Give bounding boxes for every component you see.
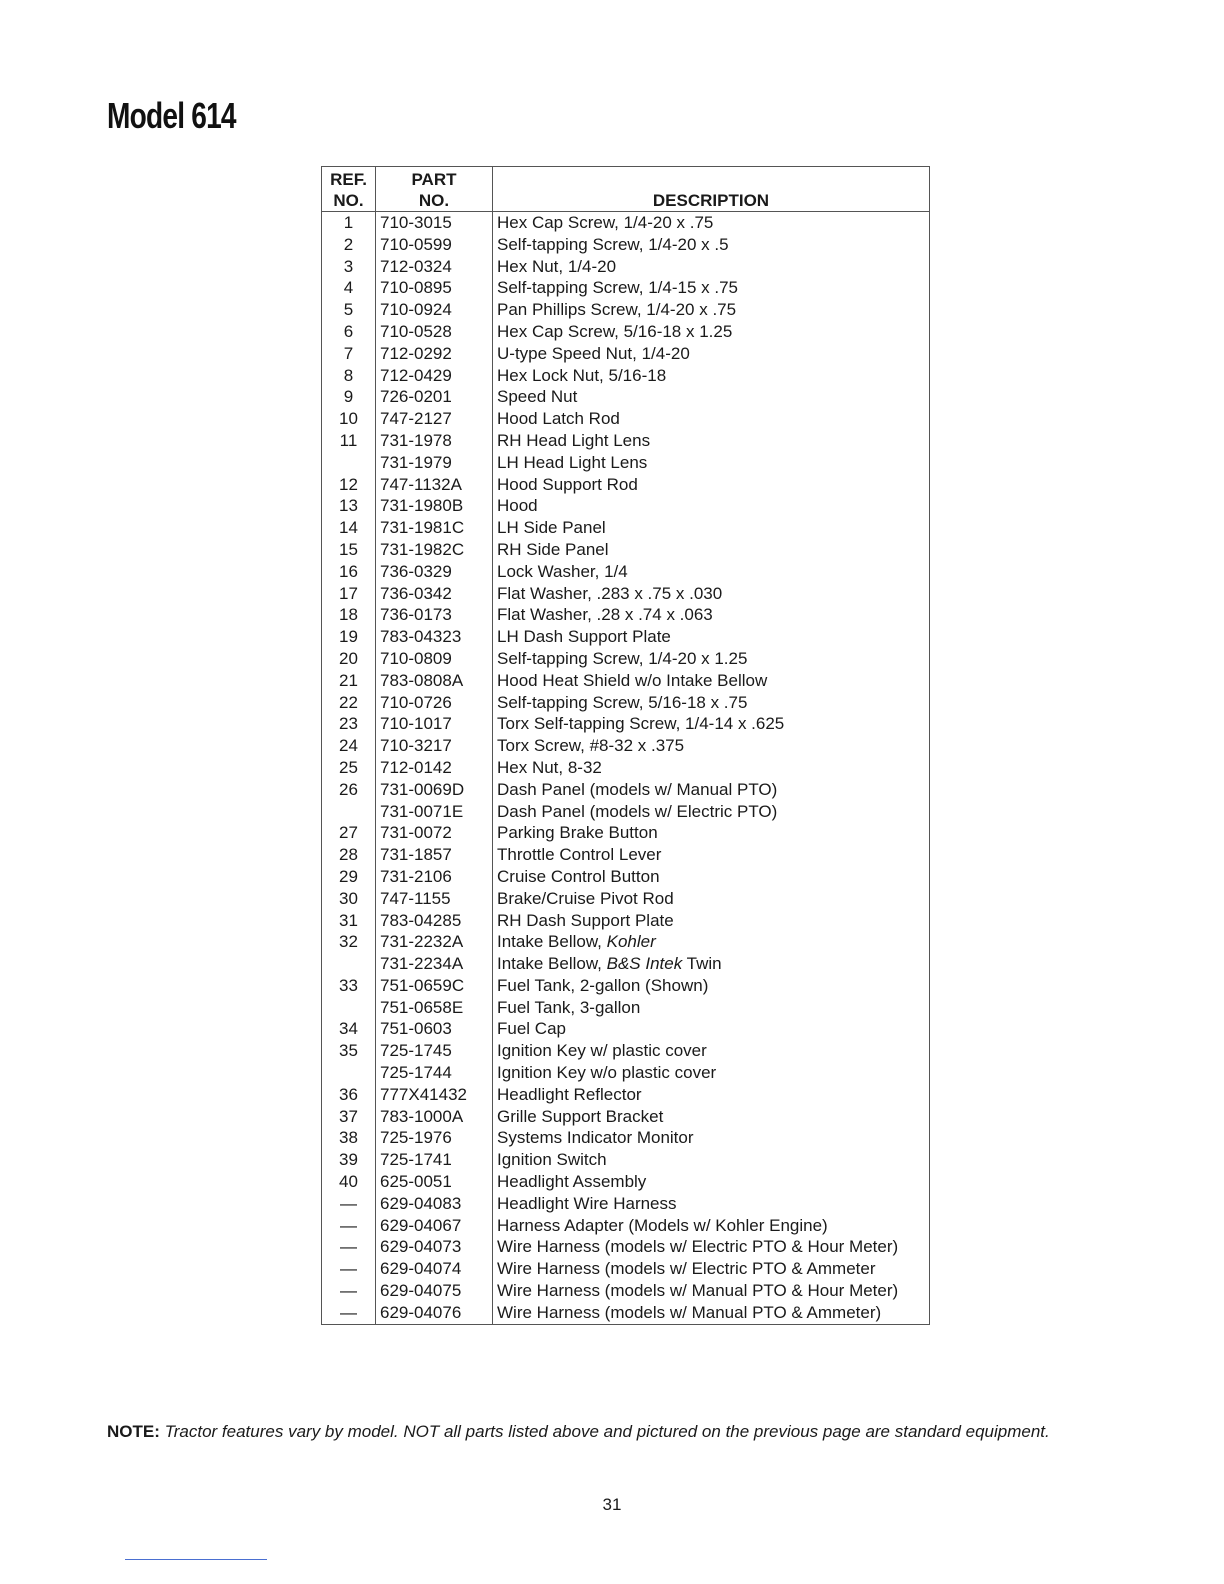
description-segment: LH Dash Support Plate xyxy=(497,627,671,647)
ref-no-cell: 38 xyxy=(322,1127,376,1149)
header-part-no xyxy=(376,167,493,212)
description-cell xyxy=(493,1171,930,1193)
table-row xyxy=(322,648,930,670)
table-row xyxy=(322,1215,930,1237)
description-segment: Torx Screw, #8-32 x .375 xyxy=(497,736,685,756)
part-no-cell: 725-1741 xyxy=(376,1149,493,1171)
description-segment: Torx Self-tapping Screw, 1/4-14 x .625 xyxy=(497,714,785,734)
description-segment: Speed Nut xyxy=(497,387,578,407)
table-row xyxy=(322,1018,930,1040)
description-cell xyxy=(493,1193,930,1215)
table-row xyxy=(322,670,930,692)
ref-no-cell: 26 xyxy=(322,779,376,801)
description-segment: Wire Harness (models w/ Manual PTO & Hour Meter) xyxy=(497,1281,899,1301)
description-cell xyxy=(493,343,930,365)
description-cell xyxy=(493,408,930,430)
description-cell xyxy=(493,234,930,256)
header-ref-line2: NO. xyxy=(333,191,364,210)
description-segment: U-type Speed Nut, 1/4-20 xyxy=(497,343,690,363)
ref-no-cell: 20 xyxy=(322,648,376,670)
header-part-line1: PART xyxy=(411,170,457,189)
ref-no-cell: 22 xyxy=(322,692,376,714)
description-segment: Hex Cap Screw, 1/4-20 x .75 xyxy=(497,213,714,232)
description-cell xyxy=(493,277,930,299)
part-no-cell: 731-1982C xyxy=(376,539,493,561)
parts-table xyxy=(321,166,930,1325)
ref-no-cell: 8 xyxy=(322,365,376,387)
ref-no-cell: 29 xyxy=(322,866,376,888)
page-number: 31 xyxy=(602,1495,622,1514)
part-no-cell: 751-0658E xyxy=(376,997,493,1019)
description-segment: Intake Bellow, xyxy=(497,954,607,974)
table-row xyxy=(322,692,930,714)
description-cell xyxy=(493,561,930,583)
part-no-cell: 747-2127 xyxy=(376,408,493,430)
table-row xyxy=(322,430,930,452)
description-cell xyxy=(493,713,930,735)
description-cell xyxy=(493,386,930,408)
description-segment: Self-tapping Screw, 1/4-20 x .5 xyxy=(497,234,729,254)
description-segment: Wire Harness (models w/ Electric PTO & Ammeter xyxy=(497,1259,876,1279)
table-row xyxy=(322,321,930,343)
table-row xyxy=(322,234,930,256)
part-no-cell: 731-0071E xyxy=(376,801,493,823)
description-segment: Hood Heat Shield w/o Intake Bellow xyxy=(497,670,768,690)
part-no-cell: 731-2106 xyxy=(376,866,493,888)
ref-no-cell: 40 xyxy=(322,1171,376,1193)
description-cell xyxy=(493,321,930,343)
description-segment: Hood xyxy=(497,496,538,516)
description-segment: Headlight Wire Harness xyxy=(497,1193,677,1213)
footnote xyxy=(107,1421,1117,1443)
footer-rule xyxy=(125,1559,267,1560)
part-no-cell: 712-0429 xyxy=(376,365,493,387)
table-row xyxy=(322,583,930,605)
description-cell xyxy=(493,1215,930,1237)
table-row xyxy=(322,495,930,517)
part-no-cell: 736-0329 xyxy=(376,561,493,583)
table-row xyxy=(322,997,930,1019)
part-no-cell: 731-0072 xyxy=(376,822,493,844)
part-no-cell: 710-1017 xyxy=(376,713,493,735)
description-segment: Self-tapping Screw, 5/16-18 x .75 xyxy=(497,692,748,712)
description-cell xyxy=(493,757,930,779)
part-no-cell: 712-0142 xyxy=(376,757,493,779)
table-row xyxy=(322,604,930,626)
description-segment: Ignition Key w/o plastic cover xyxy=(497,1063,717,1083)
part-no-cell: 731-2232A xyxy=(376,931,493,953)
ref-no-cell: 31 xyxy=(322,910,376,932)
part-no-cell: 736-0173 xyxy=(376,604,493,626)
description-segment: Harness Adapter (Models w/ Kohler Engine) xyxy=(497,1215,828,1235)
table-row xyxy=(322,1106,930,1128)
description-cell xyxy=(493,975,930,997)
part-no-cell: 777X41432 xyxy=(376,1084,493,1106)
part-no-cell: 629-04073 xyxy=(376,1236,493,1258)
description-segment: Wire Harness (models w/ Electric PTO & Hour Meter) xyxy=(497,1237,899,1257)
description-cell xyxy=(493,670,930,692)
ref-no-cell: 1 xyxy=(322,212,376,234)
ref-no-cell: 5 xyxy=(322,299,376,321)
page-title: Model 614 xyxy=(107,95,236,136)
description-cell xyxy=(493,1106,930,1128)
ref-no-cell: 14 xyxy=(322,517,376,539)
ref-no-cell: 3 xyxy=(322,256,376,278)
ref-no-cell: — xyxy=(322,1258,376,1280)
ref-no-cell: 16 xyxy=(322,561,376,583)
ref-no-cell: 7 xyxy=(322,343,376,365)
table-row xyxy=(322,1171,930,1193)
table-row xyxy=(322,1193,930,1215)
description-cell xyxy=(493,1280,930,1302)
description-cell xyxy=(493,474,930,496)
part-no-cell: 751-0603 xyxy=(376,1018,493,1040)
header-ref-line1: REF. xyxy=(330,170,367,189)
description-cell xyxy=(493,1127,930,1149)
ref-no-cell: 19 xyxy=(322,626,376,648)
description-cell xyxy=(493,1236,930,1258)
part-no-cell: 751-0659C xyxy=(376,975,493,997)
header-ref-no xyxy=(322,167,376,212)
table-row xyxy=(322,408,930,430)
description-segment: Hex Nut, 8-32 xyxy=(497,757,602,777)
description-cell xyxy=(493,1018,930,1040)
description-segment: Ignition Switch xyxy=(497,1150,607,1170)
table-row xyxy=(322,474,930,496)
description-italic-segment: Kohler xyxy=(606,932,656,952)
part-no-cell: 629-04083 xyxy=(376,1193,493,1215)
description-segment: Flat Washer, .283 x .75 x .030 xyxy=(497,583,723,603)
table-row xyxy=(322,1302,930,1325)
description-segment: Hex Cap Screw, 5/16-18 x 1.25 xyxy=(497,321,733,341)
table-row xyxy=(322,1258,930,1280)
table-row xyxy=(322,866,930,888)
part-no-cell: 710-3015 xyxy=(376,212,493,234)
part-no-cell: 629-04076 xyxy=(376,1302,493,1325)
part-no-cell: 710-0599 xyxy=(376,234,493,256)
description-segment: Parking Brake Button xyxy=(497,823,658,843)
description-segment: RH Dash Support Plate xyxy=(497,910,674,930)
description-segment: Dash Panel (models w/ Manual PTO) xyxy=(497,779,778,799)
parts-table-body xyxy=(322,212,930,1325)
ref-no-cell: 34 xyxy=(322,1018,376,1040)
description-segment: Hex Nut, 1/4-20 xyxy=(497,256,617,276)
table-row xyxy=(322,1084,930,1106)
description-cell xyxy=(493,1302,930,1325)
table-row xyxy=(322,713,930,735)
description-segment: Intake Bellow, xyxy=(497,932,607,952)
part-no-cell: 747-1155 xyxy=(376,888,493,910)
description-cell xyxy=(493,648,930,670)
ref-no-cell: 18 xyxy=(322,604,376,626)
description-cell xyxy=(493,822,930,844)
table-row xyxy=(322,539,930,561)
description-cell xyxy=(493,539,930,561)
description-segment: Grille Support Bracket xyxy=(497,1106,664,1126)
table-row xyxy=(322,1062,930,1084)
header-description: DESCRIPTION xyxy=(493,167,930,212)
description-segment: Self-tapping Screw, 1/4-15 x .75 xyxy=(497,278,738,298)
description-cell xyxy=(493,299,930,321)
description-cell xyxy=(493,931,930,953)
table-row xyxy=(322,1280,930,1302)
part-no-cell: 726-0201 xyxy=(376,386,493,408)
part-no-cell: 725-1745 xyxy=(376,1040,493,1062)
description-cell xyxy=(493,888,930,910)
description-cell xyxy=(493,626,930,648)
description-segment: Wire Harness (models w/ Manual PTO & Ammeter) xyxy=(497,1302,882,1322)
description-cell xyxy=(493,1062,930,1084)
ref-no-cell: — xyxy=(322,1215,376,1237)
table-row xyxy=(322,561,930,583)
ref-no-cell: 9 xyxy=(322,386,376,408)
description-cell xyxy=(493,583,930,605)
description-segment: Fuel Cap xyxy=(497,1019,566,1039)
header-part-line2: NO. xyxy=(418,191,450,210)
ref-no-cell: — xyxy=(322,1280,376,1302)
part-no-cell: 731-1857 xyxy=(376,844,493,866)
part-no-cell: 629-04074 xyxy=(376,1258,493,1280)
ref-no-cell: 11 xyxy=(322,430,376,452)
part-no-cell: 712-0292 xyxy=(376,343,493,365)
note-label: NOTE: xyxy=(107,1422,160,1441)
ref-no-cell: 6 xyxy=(322,321,376,343)
description-segment: RH Head Light Lens xyxy=(497,430,651,450)
part-no-cell: 725-1744 xyxy=(376,1062,493,1084)
ref-no-cell: 33 xyxy=(322,975,376,997)
description-segment: Hood Support Rod xyxy=(497,474,638,494)
description-segment: LH Head Light Lens xyxy=(497,452,648,472)
ref-no-cell xyxy=(322,1062,376,1084)
description-segment: Lock Washer, 1/4 xyxy=(497,561,628,581)
table-row xyxy=(322,801,930,823)
ref-no-cell: 23 xyxy=(322,713,376,735)
table-row xyxy=(322,626,930,648)
part-no-cell: 731-1981C xyxy=(376,517,493,539)
ref-no-cell: — xyxy=(322,1302,376,1325)
part-no-cell: 783-0808A xyxy=(376,670,493,692)
table-row xyxy=(322,844,930,866)
part-no-cell: 731-1980B xyxy=(376,495,493,517)
ref-no-cell: 17 xyxy=(322,583,376,605)
description-italic-segment: B&S Intek xyxy=(606,954,683,974)
ref-no-cell: — xyxy=(322,1193,376,1215)
description-cell xyxy=(493,953,930,975)
description-segment: Flat Washer, .28 x .74 x .063 xyxy=(497,605,713,625)
part-no-cell: 731-0069D xyxy=(376,779,493,801)
table-row xyxy=(322,299,930,321)
description-segment: Hood Latch Rod xyxy=(497,409,620,429)
table-row xyxy=(322,365,930,387)
description-cell xyxy=(493,1040,930,1062)
table-row xyxy=(322,953,930,975)
ref-no-cell: 28 xyxy=(322,844,376,866)
description-segment: RH Side Panel xyxy=(497,539,609,559)
ref-no-cell: 15 xyxy=(322,539,376,561)
description-segment: Self-tapping Screw, 1/4-20 x 1.25 xyxy=(497,648,748,668)
description-segment: Dash Panel (models w/ Electric PTO) xyxy=(497,801,778,821)
ref-no-cell: 30 xyxy=(322,888,376,910)
ref-no-cell: 12 xyxy=(322,474,376,496)
description-segment: Fuel Tank, 3-gallon xyxy=(497,997,641,1017)
part-no-cell: 783-04285 xyxy=(376,910,493,932)
description-segment: Cruise Control Button xyxy=(497,866,660,886)
part-no-cell: 710-0924 xyxy=(376,299,493,321)
ref-no-cell: 32 xyxy=(322,931,376,953)
ref-no-cell: 13 xyxy=(322,495,376,517)
description-segment: Twin xyxy=(682,954,722,974)
ref-no-cell: 37 xyxy=(322,1106,376,1128)
description-cell xyxy=(493,801,930,823)
ref-no-cell: 27 xyxy=(322,822,376,844)
part-no-cell: 736-0342 xyxy=(376,583,493,605)
description-cell xyxy=(493,844,930,866)
description-cell xyxy=(493,735,930,757)
description-cell xyxy=(493,517,930,539)
description-cell xyxy=(493,692,930,714)
ref-no-cell: 35 xyxy=(322,1040,376,1062)
table-row xyxy=(322,779,930,801)
part-no-cell: 783-1000A xyxy=(376,1106,493,1128)
description-cell xyxy=(493,212,930,234)
part-no-cell: 629-04075 xyxy=(376,1280,493,1302)
part-no-cell: 731-1979 xyxy=(376,452,493,474)
ref-no-cell: — xyxy=(322,1236,376,1258)
part-no-cell: 710-0528 xyxy=(376,321,493,343)
description-cell xyxy=(493,866,930,888)
part-no-cell: 783-04323 xyxy=(376,626,493,648)
table-row xyxy=(322,735,930,757)
part-no-cell: 625-0051 xyxy=(376,1171,493,1193)
part-no-cell: 710-0809 xyxy=(376,648,493,670)
ref-no-cell: 24 xyxy=(322,735,376,757)
table-row xyxy=(322,1236,930,1258)
ref-no-cell: 21 xyxy=(322,670,376,692)
part-no-cell: 725-1976 xyxy=(376,1127,493,1149)
ref-no-cell: 36 xyxy=(322,1084,376,1106)
description-segment: Pan Phillips Screw, 1/4-20 x .75 xyxy=(497,300,737,320)
table-row xyxy=(322,822,930,844)
part-no-cell: 731-1978 xyxy=(376,430,493,452)
table-header-row xyxy=(322,167,930,212)
part-no-cell: 712-0324 xyxy=(376,256,493,278)
ref-no-cell: 4 xyxy=(322,277,376,299)
description-cell xyxy=(493,1258,930,1280)
part-no-cell: 710-0726 xyxy=(376,692,493,714)
table-row xyxy=(322,386,930,408)
description-cell xyxy=(493,495,930,517)
description-cell xyxy=(493,1149,930,1171)
table-row xyxy=(322,277,930,299)
description-cell xyxy=(493,997,930,1019)
ref-no-cell: 2 xyxy=(322,234,376,256)
description-cell xyxy=(493,779,930,801)
description-cell xyxy=(493,256,930,278)
table-row xyxy=(322,910,930,932)
ref-no-cell xyxy=(322,452,376,474)
table-row xyxy=(322,1127,930,1149)
description-cell xyxy=(493,1084,930,1106)
table-row xyxy=(322,757,930,779)
description-segment: Hex Lock Nut, 5/16-18 xyxy=(497,365,667,385)
ref-no-cell xyxy=(322,801,376,823)
table-row xyxy=(322,452,930,474)
part-no-cell: 710-3217 xyxy=(376,735,493,757)
description-segment: Fuel Tank, 2-gallon (Shown) xyxy=(497,975,709,995)
table-row xyxy=(322,931,930,953)
part-no-cell: 731-2234A xyxy=(376,953,493,975)
description-segment: LH Side Panel xyxy=(497,518,606,538)
table-row xyxy=(322,888,930,910)
description-cell xyxy=(493,910,930,932)
description-cell xyxy=(493,365,930,387)
description-segment: Systems Indicator Monitor xyxy=(497,1128,694,1148)
description-segment: Headlight Reflector xyxy=(497,1084,642,1104)
description-cell xyxy=(493,452,930,474)
table-row xyxy=(322,1149,930,1171)
description-segment: Ignition Key w/ plastic cover xyxy=(497,1041,707,1061)
note-text: Tractor features vary by model. NOT all parts listed above and pictured on the previous page are standard equipment. xyxy=(164,1422,1050,1441)
description-segment: Brake/Cruise Pivot Rod xyxy=(497,888,674,908)
ref-no-cell: 39 xyxy=(322,1149,376,1171)
description-cell xyxy=(493,430,930,452)
table-row xyxy=(322,1040,930,1062)
part-no-cell: 747-1132A xyxy=(376,474,493,496)
description-segment: Throttle Control Lever xyxy=(497,845,662,865)
table-row xyxy=(322,343,930,365)
description-segment: Headlight Assembly xyxy=(497,1172,647,1192)
ref-no-cell xyxy=(322,997,376,1019)
table-row xyxy=(322,212,930,234)
table-row xyxy=(322,517,930,539)
table-row xyxy=(322,975,930,997)
part-no-cell: 629-04067 xyxy=(376,1215,493,1237)
part-no-cell: 710-0895 xyxy=(376,277,493,299)
ref-no-cell xyxy=(322,953,376,975)
ref-no-cell: 25 xyxy=(322,757,376,779)
description-cell xyxy=(493,604,930,626)
ref-no-cell: 10 xyxy=(322,408,376,430)
table-row xyxy=(322,256,930,278)
